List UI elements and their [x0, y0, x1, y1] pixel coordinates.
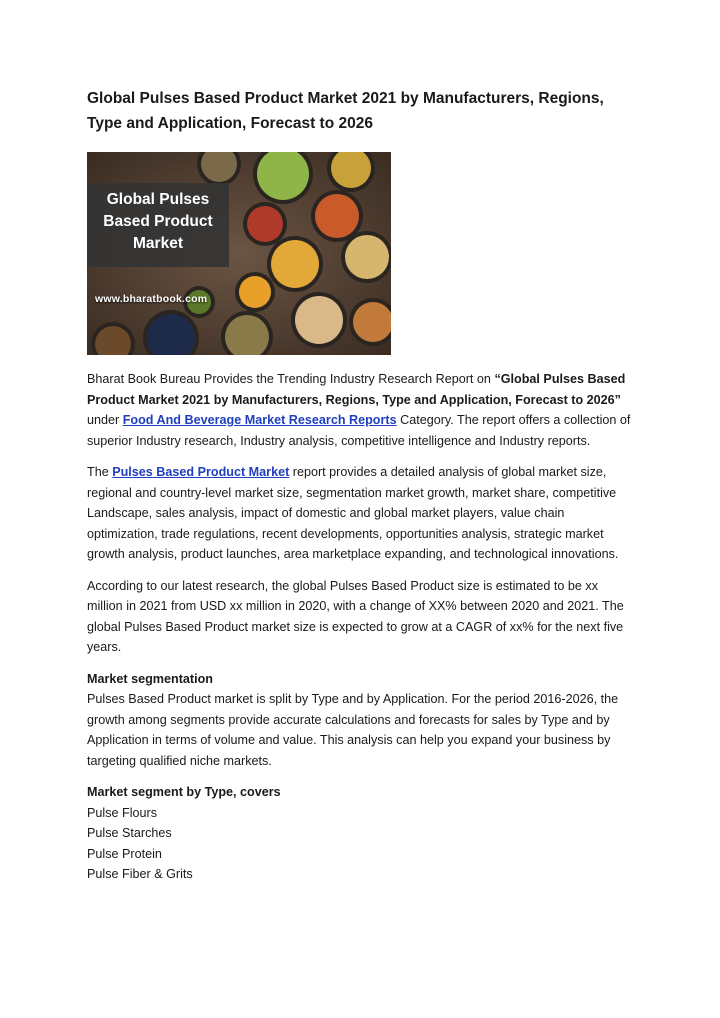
page-title: Global Pulses Based Product Market 2021 by Manufacturers, Regions, Type and Application, Forecast to 2026: [87, 90, 604, 132]
intro-text: Bharat Book Bureau Provides the Trending Industry Research Report on: [87, 372, 495, 386]
intro-text: Category. The report offers a collection of superior Industry research, Industry analysis, competitive intelligence and Industry reports.: [87, 413, 631, 448]
description-text: The: [87, 465, 113, 479]
list-item: Pulse Flours: [87, 805, 157, 820]
list-item: Pulse Starches: [87, 826, 172, 840]
segmentation-paragraph: [87, 669, 635, 772]
description-text: report provides a detailed analysis of global market size, regional and country-level market size, segmentation market growth, market share, competitive Landscape, sales analysis, impact of domestic and global market players, value chain optimization, trade regulations, recent developments, opportunities analysis, strategic market growth analysis, product launches, area marketplace expanding, and technological innovations.: [87, 465, 619, 561]
type-heading: Market segment by Type, covers: [87, 785, 281, 799]
list-item: Pulse Fiber & Grits: [87, 867, 193, 881]
hero-banner-line: Based Product: [103, 213, 213, 230]
intro-paragraph: [87, 369, 635, 451]
segmentation-heading: Market segmentation: [87, 671, 213, 686]
type-section: [87, 782, 635, 885]
description-paragraph: [87, 462, 635, 565]
hero-url: www.bharatbook.com: [95, 293, 208, 305]
list-item: Pulse Protein: [87, 846, 162, 861]
document-page: [87, 86, 635, 885]
intro-text: under: [87, 413, 123, 427]
market-link[interactable]: Pulses Based Product Market: [112, 465, 290, 479]
hero-banner-line: Market: [133, 235, 183, 252]
hero-image: [87, 152, 391, 355]
research-paragraph: According to our latest research, the global Pulses Based Product size is estimated to be xx million in 2021 from USD xx million in 2020, with a change of XX% between 2020 and 2021. The global Pulses Based Product market size is expected to grow at a CAGR of xx% for the next five years.: [87, 578, 624, 654]
hero-banner-line: Global Pulses: [106, 191, 210, 208]
hero-banner: [87, 183, 229, 267]
report-title: “Global Pulses Based Product Market 2021 by Manufacturers, Regions, Type and Application, Forecast to 2026”: [87, 372, 626, 407]
category-link[interactable]: Food And Beverage Market Research Reports: [122, 413, 397, 427]
segmentation-text: Pulses Based Product market is split by Type and by Application. For the period 2016-2026, the growth among segments provide accurate calculations and forecasts for sales by Type and by Application in terms of volume and value. This analysis can help you expand your business by targeting qualified niche markets.: [87, 692, 619, 768]
